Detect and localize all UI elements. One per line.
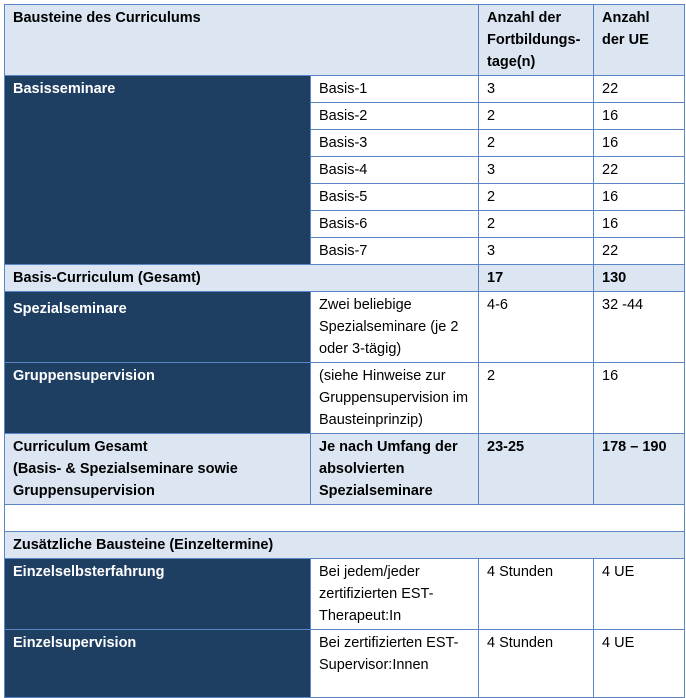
einzelsuper-days: 4 Stunden: [479, 630, 594, 698]
basis-ue: 22: [594, 157, 685, 184]
basis-name: Basis-3: [311, 130, 479, 157]
gruppe-ue: 16: [594, 363, 685, 434]
basis-days: 2: [479, 184, 594, 211]
spezial-row: [5, 292, 685, 363]
spezial-desc: Zwei beliebige Spezialseminare (je 2 oder 3-tägig): [311, 292, 479, 363]
spacer-row: [5, 505, 685, 532]
einzelselbst-row: [5, 559, 685, 630]
header-row: [5, 5, 685, 76]
basis-days: 2: [479, 103, 594, 130]
basis-ue: 16: [594, 184, 685, 211]
basis-name: Basis-5: [311, 184, 479, 211]
basis-ue: 16: [594, 103, 685, 130]
einzelselbst-ue: 4 UE: [594, 559, 685, 630]
basis-ue: 22: [594, 238, 685, 265]
curriculum-total-ue: 178 – 190: [594, 434, 685, 505]
einzelsuper-desc: Bei zertifizierten EST-Supervisor:Innen: [311, 630, 479, 698]
curriculum-total-line: Curriculum Gesamt: [13, 439, 148, 455]
header-bausteine: Bausteine des Curriculums: [5, 5, 479, 76]
curriculum-total-row: [5, 434, 685, 505]
spezial-days: 4-6: [479, 292, 594, 363]
basis-ue: 16: [594, 211, 685, 238]
curriculum-total-desc: Je nach Umfang der absolvierten Spezialseminare: [311, 434, 479, 505]
spacer-cell: [5, 505, 685, 532]
gruppe-days: 2: [479, 363, 594, 434]
header-fortbildungstage: Anzahl der Fortbildungs-tage(n): [479, 5, 594, 76]
spezialseminare-label: Spezialseminare: [5, 292, 311, 363]
basis-total-days: 17: [479, 265, 594, 292]
basis-total-ue: 130: [594, 265, 685, 292]
curriculum-total-line: (Basis- & Spezialseminare sowie: [13, 461, 238, 477]
zusatz-label: Zusätzliche Bausteine (Einzeltermine): [5, 532, 685, 559]
table-row: [5, 76, 685, 103]
gruppe-desc: (siehe Hinweise zur Gruppensupervision im Bausteinprinzip): [311, 363, 479, 434]
basis-days: 3: [479, 238, 594, 265]
zusatz-row: [5, 532, 685, 559]
basisseminare-label: Basisseminare: [5, 76, 311, 265]
basis-ue: 16: [594, 130, 685, 157]
basis-days: 2: [479, 130, 594, 157]
spezial-ue: 32 -44: [594, 292, 685, 363]
gruppe-row: [5, 363, 685, 434]
gruppensupervision-label: Gruppensupervision: [5, 363, 311, 434]
einzelsupervision-label: Einzelsupervision: [5, 630, 311, 698]
curriculum-table: [4, 4, 685, 698]
einzelselbst-days: 4 Stunden: [479, 559, 594, 630]
basis-name: Basis-2: [311, 103, 479, 130]
basis-name: Basis-6: [311, 211, 479, 238]
basis-days: 3: [479, 157, 594, 184]
einzelselbst-desc: Bei jedem/jeder zertifizierten EST-Therapeut:In: [311, 559, 479, 630]
basis-name: Basis-1: [311, 76, 479, 103]
curriculum-total-label: [5, 434, 311, 505]
curriculum-total-days: 23-25: [479, 434, 594, 505]
basis-total-label: Basis-Curriculum (Gesamt): [5, 265, 479, 292]
curriculum-total-line: Gruppensupervision: [13, 483, 155, 499]
basis-name: Basis-7: [311, 238, 479, 265]
basis-ue: 22: [594, 76, 685, 103]
einzelsuper-ue: 4 UE: [594, 630, 685, 698]
einzelsuper-row: [5, 630, 685, 698]
basis-name: Basis-4: [311, 157, 479, 184]
header-ue: Anzahl der UE: [594, 5, 685, 76]
basis-days: 3: [479, 76, 594, 103]
einzelselbsterfahrung-label: Einzelselbsterfahrung: [5, 559, 311, 630]
basis-days: 2: [479, 211, 594, 238]
basis-total-row: [5, 265, 685, 292]
